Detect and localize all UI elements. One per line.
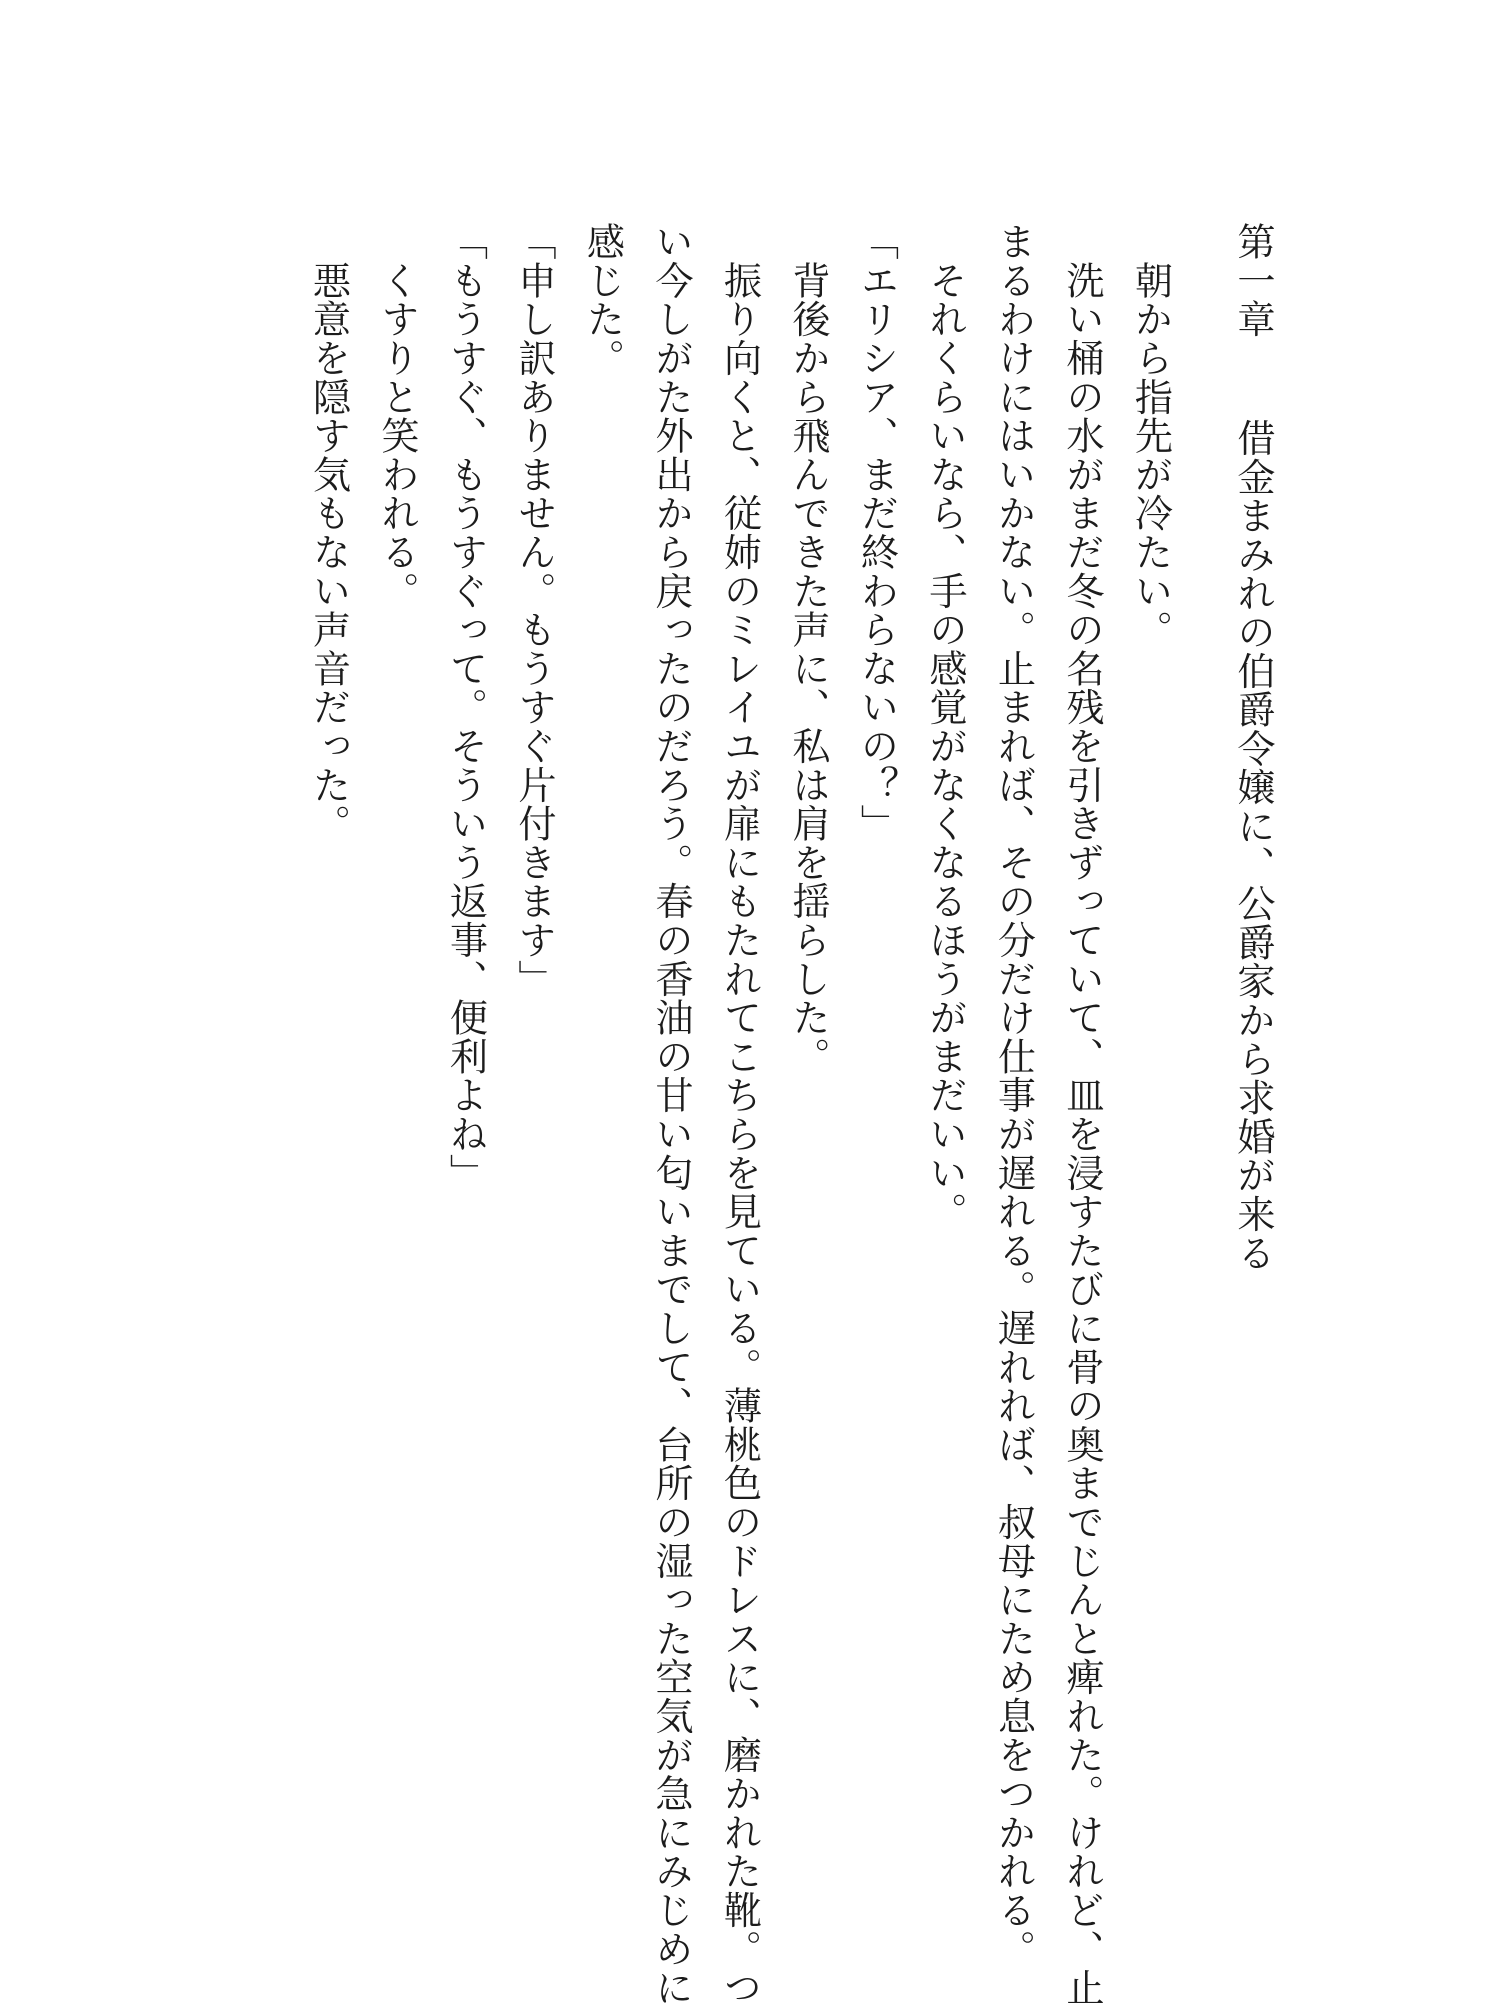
paragraph-line: まるわけにはいかない。止まれば、その分だけ仕事が遅れる。遅れれば、叔母にため息をつかれる。 <box>990 222 1035 1968</box>
paragraph-line: 悪意を隠す気もない声音だった。 <box>305 222 350 843</box>
dialogue-line: 「申し訳ありません。もうすぐ片付きます」 <box>511 222 555 998</box>
paragraph-line: 感じた。 <box>579 222 624 378</box>
chapter-number: 第一章 <box>1230 222 1274 339</box>
chapter-title: 借金まみれの伯爵令嬢に、公爵家から求婚が来る <box>1230 418 1274 1273</box>
paragraph-line: 朝から指先が冷たい。 <box>1127 222 1172 649</box>
paragraph-line: それくらいなら、手の感覚がなくなるほうがまだいい。 <box>922 222 966 1231</box>
dialogue-line: 「もうすぐ、もうすぐって。そういう返事、便利よね」 <box>442 222 487 1192</box>
paragraph-line: 背後から飛んできた声に、私は肩を揺らした。 <box>785 222 829 1076</box>
paragraph-line: くすりと笑われる。 <box>374 222 418 610</box>
paragraph-line: 振り向くと、従姉のミレイユが扉にもたれてこちらを見ている。薄桃色のドレスに、磨かれた靴。つ <box>716 222 761 2007</box>
dialogue-line: 「エリシア、まだ終わらないの？」 <box>853 222 898 843</box>
vertical-body-text <box>293 222 1286 2007</box>
paragraph-line: 洗い桶の水がまだ冬の名残を引きずっていて、皿を浸すたびに骨の奥までじんと痺れた。けれど、止 <box>1059 222 1103 2007</box>
paragraph-line: い今しがた外出から戻ったのだろう。春の香油の甘い匂いまでして、台所の湿った空気が急にみじめに <box>648 222 692 2007</box>
chapter-heading <box>1218 222 1287 1862</box>
